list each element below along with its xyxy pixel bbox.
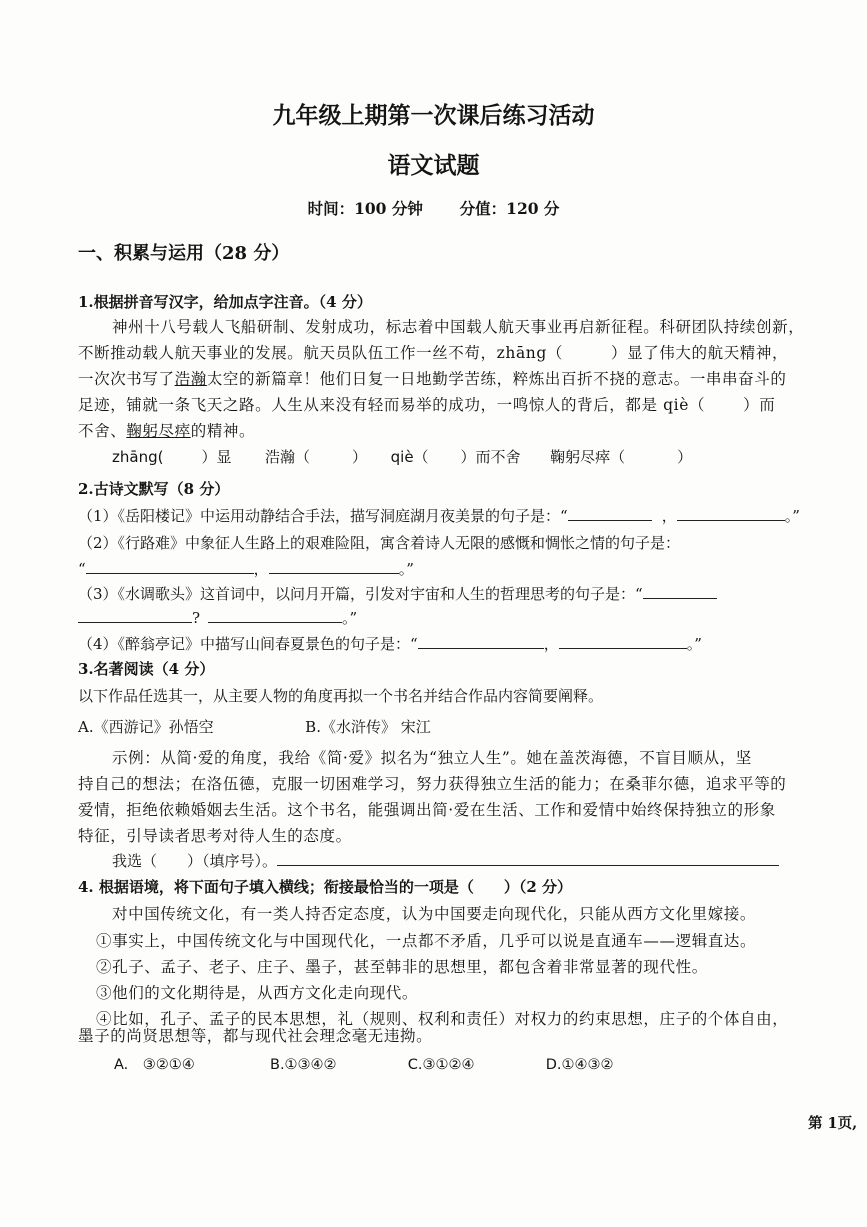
q1-passage-line-1: 神州十八号载人飞船研制、发射成功，标志着中国载人航天事业再启新征程。科研团队持续创新， xyxy=(112,318,805,336)
blank[interactable] xyxy=(418,634,544,649)
question-3-stem: 3.名著阅读（4 分） xyxy=(78,660,215,678)
q4-intro: 对中国传统文化，有一类人持否定态度，认为中国要走向现代化，只能从西方文化里嫁接。 xyxy=(112,905,757,923)
q1-passage-line-4: 足迹，铺就一条飞天之路。人生从来没有轻而易举的成功，一鸣惊人的背后，都是 qiè（ ）而 xyxy=(78,396,776,414)
answer-zhang: zhāng( xyxy=(112,448,164,466)
q4-sentence-1: ①事实上，中国传统文化与中国现代化，一点都不矛盾，几乎可以说是直通车——逻辑直达。 xyxy=(96,932,757,950)
q4-option-a[interactable]: A. ③②①④ xyxy=(114,1057,195,1073)
blank[interactable] xyxy=(208,608,342,623)
q3-example-line-4: 特征，引导读者思考对待人生的态度。 xyxy=(78,827,352,845)
q3-options xyxy=(78,717,431,737)
blank[interactable] xyxy=(559,634,687,649)
q3-choice-line: 我选（ ）（填序号）。 xyxy=(112,851,779,871)
q4-option-c[interactable]: C.③①②④ xyxy=(407,1057,475,1073)
answer-haohan: 浩瀚（ xyxy=(265,448,311,466)
answer-qie: qiè（ xyxy=(390,448,429,466)
q4-sentence-2: ②孔子、孟子、老子、庄子、墨子，甚至韩非的思想里，都包含着非常显著的现代性。 xyxy=(96,958,708,976)
q2-item-2: （2）《行路难》中象征人生路上的艰难险阻，寓含着诗人无限的感慨和惆怅之情的句子是： xyxy=(78,534,681,552)
q2-item-3-answer: ? 。” xyxy=(78,608,357,628)
section-heading: 一、积累与运用（28 分） xyxy=(78,243,290,264)
q4-sentence-3: ③他们的文化期待是，从西方文化走向现代。 xyxy=(96,984,419,1002)
q1-passage-line-3: 一次次书写了浩瀚太空的新篇章！他们日复一日地勤学苦练，粹炼出百折不挠的意志。一串串奋斗的 xyxy=(78,370,787,388)
q3-example-line-3: 爱情，拒绝依赖婚姻去生活。这个书名，能强调出简·爱在生活、工作和爱情中始终保持独立的形象 xyxy=(78,801,776,819)
q4-options xyxy=(114,1055,614,1075)
exam-meta xyxy=(0,199,867,219)
q2-item-3: （3）《水调歌头》这首词中，以问月开篇，引发对宇宙和人生的哲理思考的句子是：“ xyxy=(78,584,717,604)
time-label: 时间：100 分钟 xyxy=(307,199,423,218)
exam-title: 九年级上期第一次课后练习活动 xyxy=(272,102,595,129)
q1-passage-line-5: 不舍、鞠躬尽瘁的精神。 xyxy=(78,422,256,440)
blank[interactable] xyxy=(269,559,399,574)
question-4-stem: 4. 根据语境，将下面句子填入横线；衔接最恰当的一项是（ ）（2 分） xyxy=(78,878,573,896)
blank[interactable] xyxy=(78,608,192,623)
subject-title: 语文试题 xyxy=(387,152,480,179)
q4-option-b[interactable]: B.①③④② xyxy=(270,1057,337,1073)
answer-jugong: 鞠躬尽瘁（ xyxy=(550,448,626,466)
q2-item-4: （4）《醉翁亭记》中描写山间春夏景色的句子是：“ ， 。” xyxy=(78,635,702,653)
blank[interactable] xyxy=(277,851,779,866)
q4-option-d[interactable]: D.①④③② xyxy=(545,1057,614,1073)
question-1-stem: 1.根据拼音写汉字，给加点字注音。（4 分） xyxy=(78,293,372,311)
q1-passage-line-2: 不断推动载人航天事业的发展。航天员队伍工作一丝不苟，zhāng（ ）显了伟大的航天精神， xyxy=(78,344,789,362)
score-label: 分值：120 分 xyxy=(459,199,560,218)
question-2-stem: 2.古诗文默写（8 分） xyxy=(78,480,230,498)
q2-item-1: （1）《岳阳楼记》中运用动静结合手法，描写洞庭湖月夜美景的句子是：“ ， 。” xyxy=(78,507,800,525)
q2-item-2-answer: “ ， 。” xyxy=(78,560,414,578)
q3-option-a: A.《西游记》孙悟空 xyxy=(78,718,214,736)
blank[interactable] xyxy=(568,506,652,521)
q3-option-b: B.《水浒传》 宋江 xyxy=(305,718,431,736)
q3-example-line-2: 持自己的想法；在洛伍德，克服一切困难学习，努力获得独立生活的能力；在桑菲尔德，追求平等的 xyxy=(78,775,787,793)
blank[interactable] xyxy=(86,559,254,574)
page-number: 第 1页, xyxy=(808,1115,858,1132)
q3-prompt: 以下作品任选其一，从主要人物的角度再拟一个书名并结合作品内容简要阐释。 xyxy=(78,687,604,705)
q4-sentence-4b: 墨子的尚贤思想等，都与现代社会理念毫无违拗。 xyxy=(78,1027,433,1045)
blank[interactable] xyxy=(677,506,785,521)
q3-example-line-1: 示例：从简·爱的角度，我给《简·爱》拟名为“独立人生”。她在盖茨海德，不盲目顺从，坚 xyxy=(112,749,752,767)
q1-answer-row: zhāng( ）显 浩瀚（ ） qiè（ ）而不舍 鞠躬尽瘁（ ） xyxy=(112,448,693,466)
q4-sentence-4a: ④比如，孔子、孟子的民本思想，礼（规则、权利和责任）对权力的约束思想，庄子的个体自由， xyxy=(96,1010,789,1028)
blank[interactable] xyxy=(643,584,717,599)
